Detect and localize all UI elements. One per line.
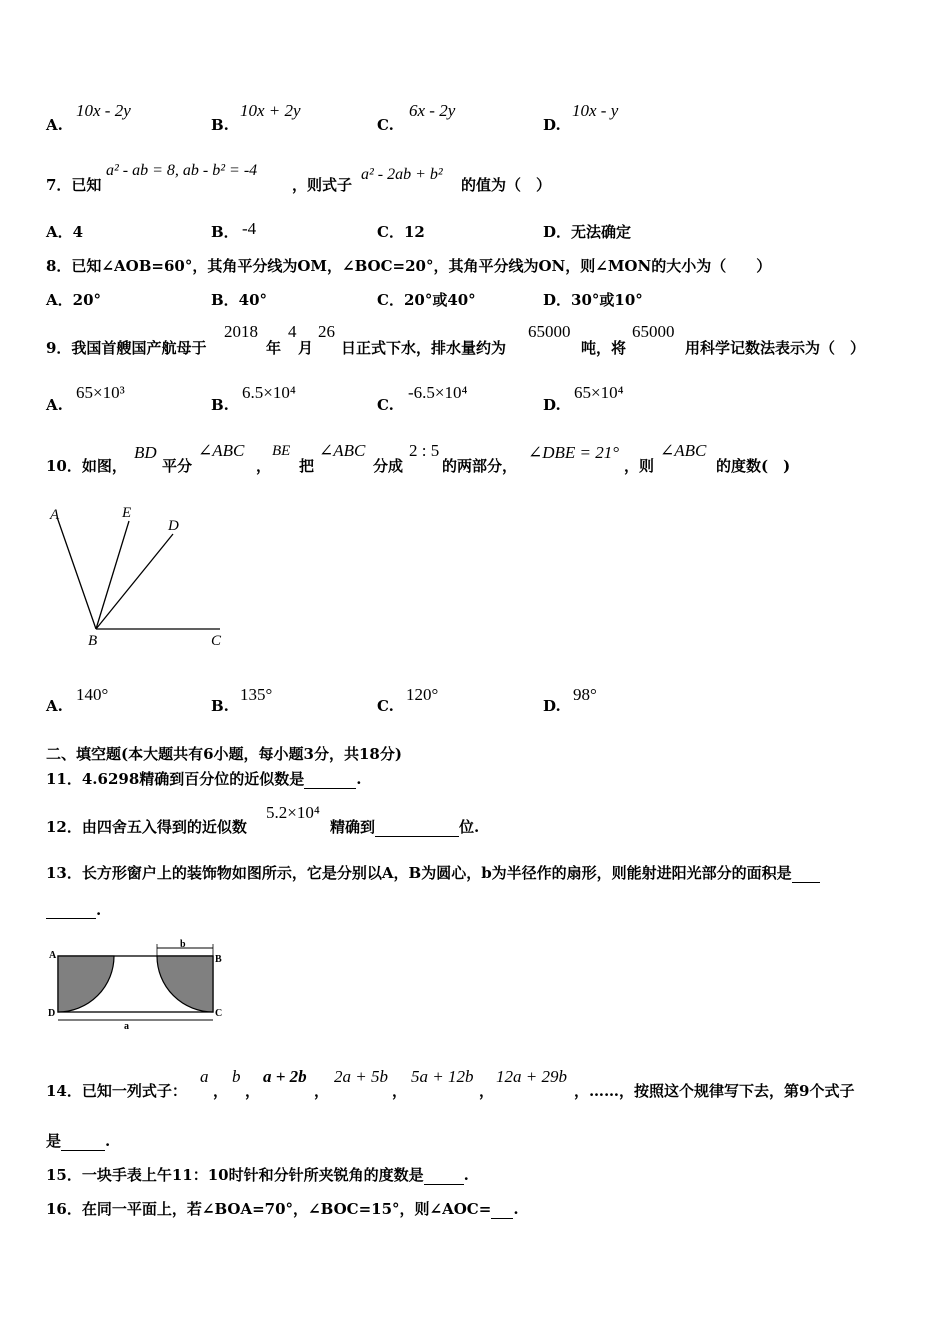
section-title: 二、填空题(本大题共有6小题，每小题3分，共18分) bbox=[46, 745, 402, 763]
q10-label-a: A bbox=[50, 507, 60, 523]
q7-prefix: 7．已知 bbox=[46, 176, 102, 194]
q9-year: 2018 bbox=[224, 322, 258, 341]
q9-option-b-value: 6.5×10⁴ bbox=[242, 383, 296, 402]
q9-text-6: 用科学记数法表示为（ ） bbox=[685, 339, 866, 357]
q13-label-a-length: a bbox=[124, 1021, 129, 1030]
q10-label-b: B bbox=[88, 633, 98, 649]
q9-month: 4 bbox=[288, 322, 297, 341]
q14-expr-2: b bbox=[232, 1067, 241, 1086]
q10-text-6: 的两部分， bbox=[442, 457, 518, 475]
q10-label-d: D bbox=[168, 518, 179, 534]
q10-text-7: ，则 bbox=[624, 457, 655, 475]
q9-option-c-label: C. bbox=[377, 396, 394, 414]
q14-comma-5: ， bbox=[479, 1082, 495, 1100]
q14-text-1: 14．已知一列式子： bbox=[46, 1082, 187, 1100]
q7-mid: ，则式子 bbox=[292, 176, 353, 194]
q13-label-c: C bbox=[215, 1008, 223, 1019]
q12-tail bbox=[330, 816, 479, 837]
q10-bd: BD bbox=[134, 443, 157, 462]
q16-answer-blank[interactable] bbox=[491, 1204, 513, 1219]
q14-comma-3: ， bbox=[314, 1082, 330, 1100]
q15-text: 15．一块手表上午11：10时针和分针所夹锐角的度数是 bbox=[46, 1166, 424, 1184]
q10-text-8: 的度数( ) bbox=[716, 457, 791, 475]
q15-stem bbox=[46, 1164, 469, 1185]
q12-text-2: 精确到 bbox=[330, 818, 376, 836]
q12-answer-blank[interactable] bbox=[375, 822, 459, 837]
q13-label-b-length: b bbox=[180, 939, 186, 950]
q9-day: 26 bbox=[318, 322, 335, 341]
q7-condition: a² - ab = 8, ab - b² = -4 bbox=[106, 162, 258, 179]
q14-expr-4: 2a + 5b bbox=[334, 1067, 388, 1086]
q14-comma-1: ， bbox=[213, 1082, 229, 1100]
q9-text-4: 日正式下水，排水量约为 bbox=[341, 339, 507, 357]
q12-number: 5.2×10⁴ bbox=[266, 803, 320, 822]
q14-expr-5: 5a + 12b bbox=[411, 1067, 474, 1086]
option-c-expr: 6x - 2y bbox=[409, 101, 456, 120]
q14-answer-blank[interactable] bbox=[61, 1136, 105, 1151]
q7-option-d: D．无法确定 bbox=[543, 223, 632, 241]
option-a-label: A. bbox=[46, 116, 63, 134]
q11-text: 11．4.6298精确到百分位的近似数是 bbox=[46, 770, 305, 788]
q9-option-d-value: 65×10⁴ bbox=[574, 383, 624, 402]
q9-option-d-label: D. bbox=[543, 396, 561, 414]
q13-answer-blank-2[interactable] bbox=[46, 904, 96, 919]
q10-angle-abc-3: ∠ABC bbox=[660, 441, 707, 460]
q13-stem bbox=[46, 862, 820, 883]
q15-end: . bbox=[463, 1166, 469, 1184]
q13-stem-cont bbox=[46, 901, 101, 919]
q9-option-a-value: 65×10³ bbox=[76, 383, 125, 402]
q15-answer-blank[interactable] bbox=[424, 1170, 464, 1185]
q13-label-d: D bbox=[48, 1008, 56, 1019]
q10-text-4: 把 bbox=[299, 457, 315, 475]
q14-end: . bbox=[105, 1132, 111, 1150]
q10-angle-dbe: ∠DBE = 21° bbox=[528, 443, 620, 462]
q13-window-figure bbox=[44, 938, 234, 1030]
option-d-label: D. bbox=[543, 116, 561, 134]
q14-comma-4: ， bbox=[392, 1082, 408, 1100]
option-c-label: C. bbox=[377, 116, 394, 134]
q16-stem bbox=[46, 1198, 519, 1219]
q13-label-a: A bbox=[49, 950, 57, 961]
q14-expr-6: 12a + 29b bbox=[496, 1067, 567, 1086]
q14-expr-3: a + 2b bbox=[263, 1067, 307, 1086]
q10-be: BE bbox=[272, 443, 291, 459]
q9-option-c-value: -6.5×10⁴ bbox=[408, 383, 468, 402]
q10-angle-abc-2: ∠ABC bbox=[319, 441, 366, 460]
q10-option-c-label: C. bbox=[377, 697, 394, 715]
q16-end: . bbox=[513, 1200, 519, 1218]
q8-option-d: D．30°或10° bbox=[543, 291, 643, 309]
q9-number-1: 65000 bbox=[528, 322, 571, 341]
q10-text-1: 10．如图， bbox=[46, 457, 127, 475]
q8-option-c: C．20°或40° bbox=[377, 291, 476, 309]
q10-text-5: 分成 bbox=[373, 457, 404, 475]
q9-text-1: 9．我国首艘国产航母于 bbox=[46, 339, 207, 357]
q12-end: 位. bbox=[459, 818, 480, 836]
q10-text-2: 平分 bbox=[162, 457, 193, 475]
option-b-expr: 10x + 2y bbox=[240, 101, 301, 120]
q14-stem-cont bbox=[46, 1130, 110, 1151]
q11-stem bbox=[46, 768, 362, 789]
q10-option-c-value: 120° bbox=[406, 685, 439, 704]
q9-text-5: 吨，将 bbox=[581, 339, 627, 357]
q7-expression: a² - 2ab + b² bbox=[361, 166, 443, 183]
q14-expr-1: a bbox=[200, 1067, 209, 1086]
q9-option-a-label: A. bbox=[46, 396, 63, 414]
q13-text: 13．长方形窗户上的装饰物如图所示，它是分别以A，B为圆心，b为半径作的扇形，则能射进阳光部分的面积是 bbox=[46, 864, 792, 882]
q13-end: . bbox=[96, 901, 102, 919]
q8-stem: 8．已知∠AOB=60°，其角平分线为OM，∠BOC=20°，其角平分线为ON，则∠MON的大小为（ ） bbox=[46, 257, 772, 275]
q11-end: . bbox=[356, 770, 362, 788]
q9-option-b-label: B. bbox=[211, 396, 229, 414]
q9-text-3: 月 bbox=[298, 339, 314, 357]
q13-answer-blank-1[interactable] bbox=[792, 868, 820, 883]
q14-comma-2: ， bbox=[245, 1082, 261, 1100]
q12-text-1: 12．由四舍五入得到的近似数 bbox=[46, 818, 247, 836]
q10-option-a-label: A. bbox=[46, 697, 63, 715]
q10-ratio: 2 : 5 bbox=[409, 441, 440, 460]
q10-angle-figure bbox=[40, 500, 240, 650]
q8-option-a: A．20° bbox=[46, 291, 102, 309]
q7-option-a: A．4 bbox=[46, 223, 84, 241]
q10-label-e: E bbox=[122, 505, 132, 521]
q7-option-b-value: -4 bbox=[242, 219, 257, 238]
q10-option-a-value: 140° bbox=[76, 685, 109, 704]
q10-option-d-label: D. bbox=[543, 697, 561, 715]
q14-text-2: ，……，按照这个规律写下去，第9个式子 bbox=[574, 1082, 855, 1100]
q10-option-b-value: 135° bbox=[240, 685, 273, 704]
q8-option-b: B．40° bbox=[211, 291, 268, 309]
option-d-expr: 10x - y bbox=[572, 101, 619, 120]
q11-answer-blank[interactable] bbox=[304, 774, 356, 789]
q13-label-b: B bbox=[215, 954, 222, 965]
option-a-expr: 10x - 2y bbox=[76, 101, 131, 120]
q7-option-b-label: B． bbox=[211, 223, 239, 241]
q10-option-b-label: B. bbox=[211, 697, 229, 715]
q16-text: 16．在同一平面上，若∠BOA=70°，∠BOC=15°，则∠AOC= bbox=[46, 1200, 492, 1218]
q9-number-2: 65000 bbox=[632, 322, 675, 341]
q9-text-2: 年 bbox=[266, 339, 282, 357]
q10-text-3: ， bbox=[256, 457, 272, 475]
q7-suffix: 的值为（ ） bbox=[461, 176, 552, 194]
q14-text-3: 是 bbox=[46, 1132, 62, 1150]
q10-angle-abc-1: ∠ABC bbox=[198, 441, 245, 460]
option-b-label: B. bbox=[211, 116, 229, 134]
q10-option-d-value: 98° bbox=[573, 685, 597, 704]
q7-option-c: C．12 bbox=[377, 223, 425, 241]
q10-label-c: C bbox=[211, 633, 222, 649]
